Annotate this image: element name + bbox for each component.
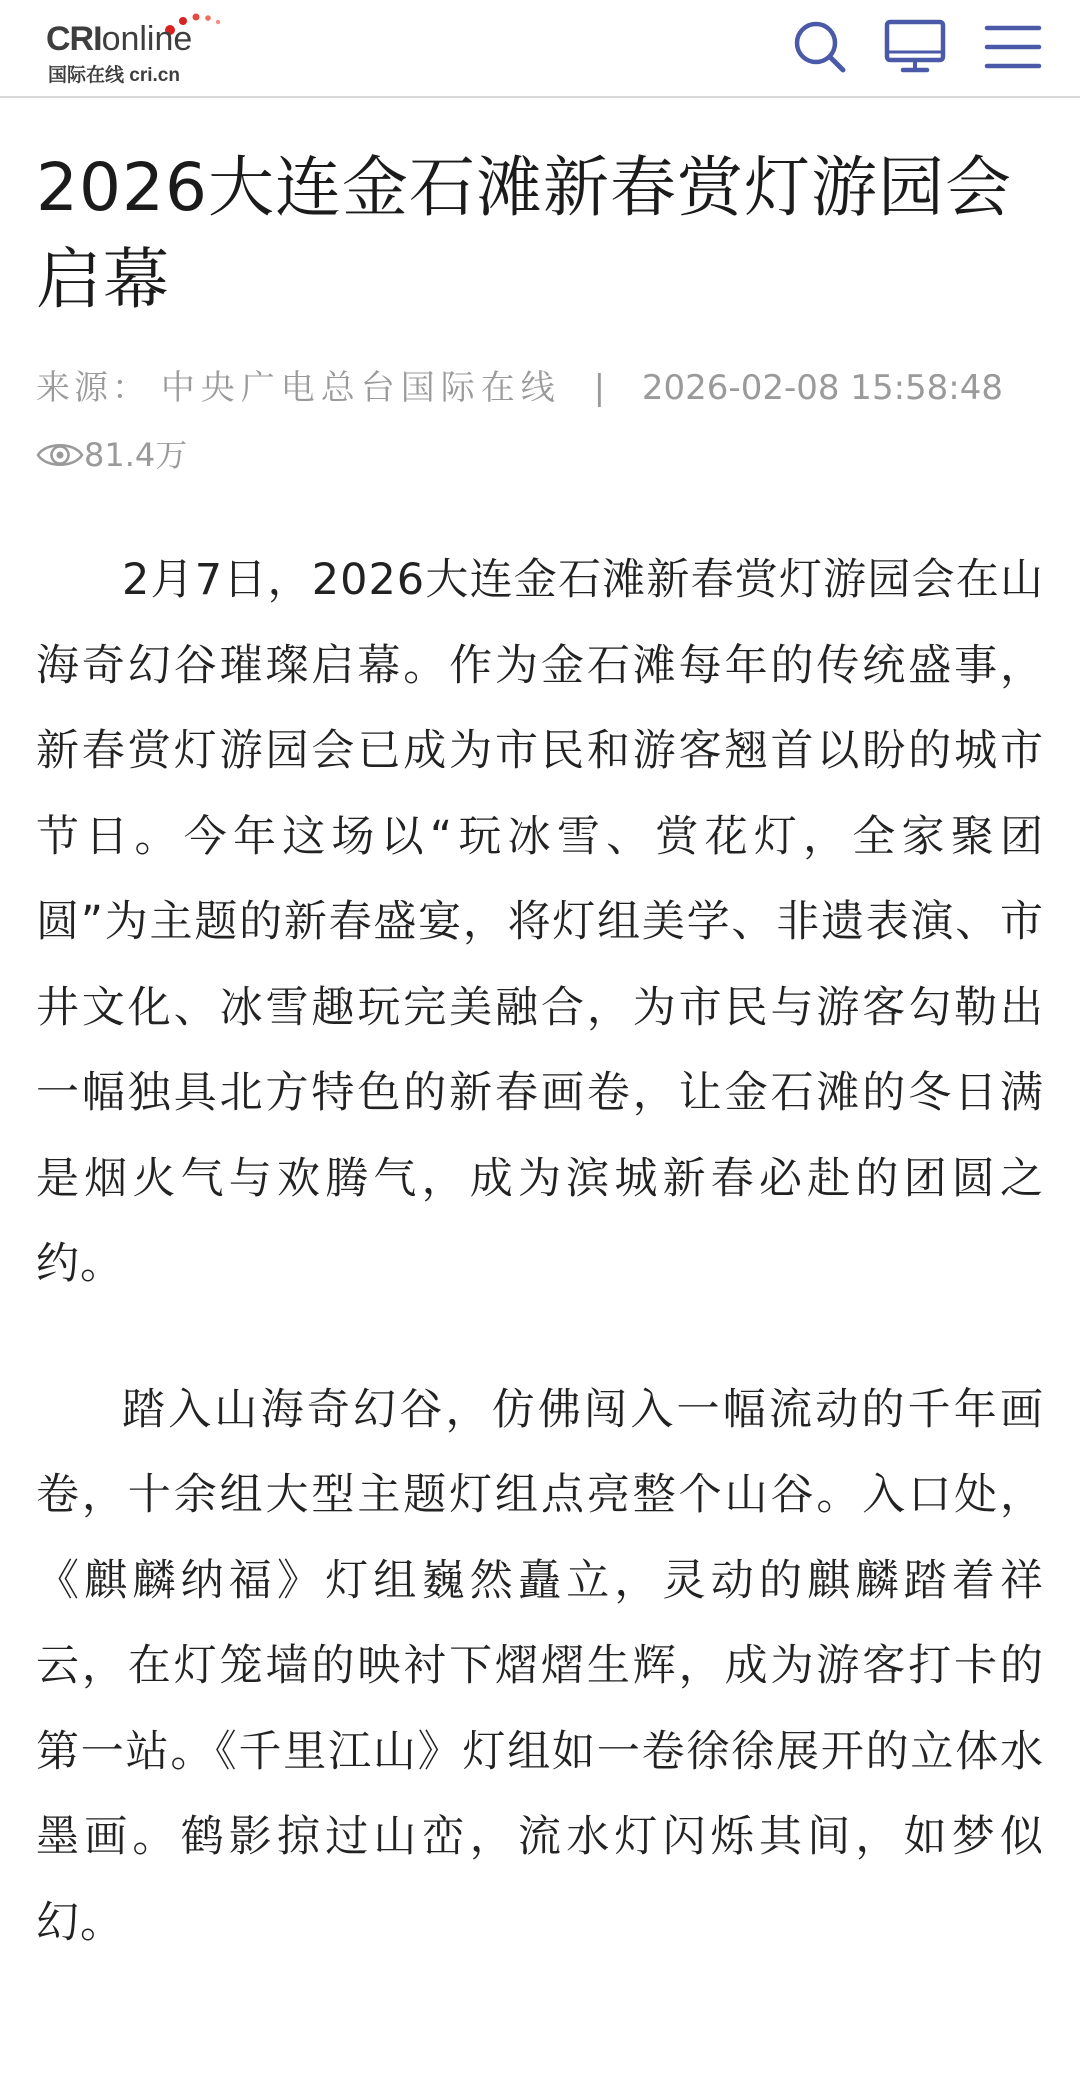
monitor-icon[interactable]	[884, 16, 946, 78]
search-icon[interactable]	[788, 16, 850, 78]
source-label: 来源：	[36, 368, 150, 408]
article	[0, 142, 1080, 1966]
source-name: 中央广电总台国际在线	[160, 368, 561, 408]
eye-icon	[36, 439, 84, 471]
logo-online: online	[101, 20, 193, 58]
article-meta	[36, 366, 1044, 410]
article-body	[36, 538, 1044, 1966]
view-count-value: 81.4万	[84, 436, 188, 474]
logo-subtitle: 国际在线 cri.cn	[48, 65, 180, 86]
paragraph: 2月7日，2026大连金石滩新春赏灯游园会在山海奇幻谷璀璨启幕。作为金石滩每年的传统盛事，新春赏灯游园会已成为市民和游客翘首以盼的城市节日。今年这场以“玩冰雪、赏花灯，全家聚团圆”为主题的新春盛宴，将灯组美学、非遗表演、市井文化、冰雪趣玩完美融合，为市民与游客勾勒出一幅独具北方特色的新春画卷，让金石滩的冬日满是烟火气与欢腾气，成为滨城新春必赴的团圆之约。	[36, 555, 1044, 1289]
menu-icon[interactable]	[982, 16, 1044, 78]
publish-datetime: 2026-02-08 15:58:48	[641, 368, 1004, 408]
logo-wordmark	[46, 20, 192, 59]
cri-online-logo[interactable]	[46, 14, 246, 84]
view-count	[36, 432, 1044, 478]
logo-cri: CRI	[46, 20, 102, 58]
meta-separator: |	[593, 368, 606, 408]
article-title: 2026大连金石滩新春赏灯游园会启幕	[36, 149, 1012, 318]
top-bar	[0, 0, 1080, 98]
paragraph: 踏入山海奇幻谷，仿佛闯入一幅流动的千年画卷，十余组大型主题灯组点亮整个山谷。入口处，《麒麟纳福》灯组巍然矗立，灵动的麒麟踏着祥云，在灯笼墙的映衬下熠熠生辉，成为游客打卡的第一站。《千里江山》灯组如一卷徐徐展开的立体水墨画。鹤影掠过山峦，流水灯闪烁其间，如梦似幻。	[36, 1384, 1044, 1948]
